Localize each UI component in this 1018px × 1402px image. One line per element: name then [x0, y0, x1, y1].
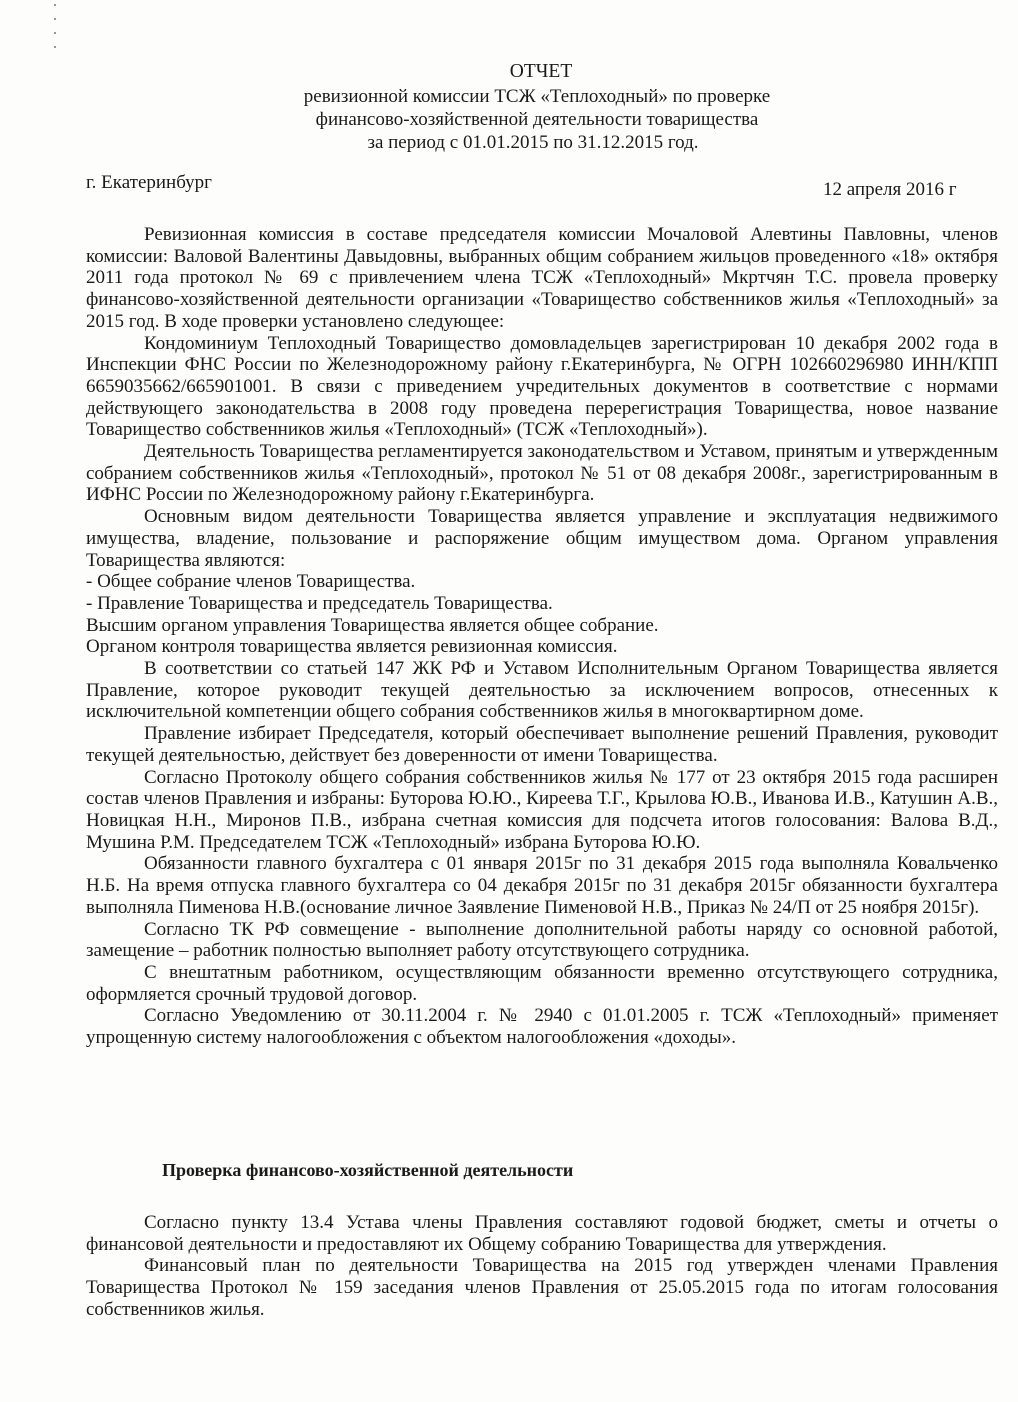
- paragraph: Ревизионная комиссия в составе председателя комиссии Мочаловой Алевтины Павловны, членов комиссии: Валовой Валентины Давыдовны, выбранных общим собранием жильцов проведенного «18» октября 2011 года протокол № 69 с привлечением члена ТСЖ «Теплоходный» Мкртчян Т.С. провела проверку финансово-хозяйственной деятельности организации «Товарищество собственников жилья «Теплоходный» за 2015 год. В ходе проверки установлено следующее:: [86, 224, 998, 332]
- scan-marks: [54, 4, 58, 64]
- paragraph: Основным видом деятельности Товарищества является управление и эксплуатация недвижимого имущества, владение, пользование и распоряжение общим имуществом дома. Органом управления Товарищества являются:: [86, 506, 998, 571]
- paragraph: Согласно Протоколу общего собрания собственников жилья № 177 от 23 октября 2015 года расширен состав членов Правления и избраны: Буторова Ю.Ю., Киреева Т.Г., Крылова Ю.В., Иванова И.В., Катушин А.В., Новицкая Н.Н., Миронов П.В., избрана счетная комиссия для подсчета итогов голосования: Валова В.Д., Мушина Р.М. Председателем ТСЖ «Теплоходный» избрана Буторова Ю.Ю.: [86, 766, 998, 853]
- paragraph: Правление избирает Председателя, который обеспечивает выполнение решений Правления, руководит текущей деятельностью, действует без доверенности от имени Товарищества.: [86, 723, 998, 766]
- report-title: ОТЧЕТ: [509, 61, 573, 82]
- paragraph: В соответствии со статьей 147 ЖК РФ и Уставом Исполнительным Органом Товарищества является Правление, которое руководит текущей деятельностью за исключением вопросов, отнесенных к исключительной компетенции общего собрания собственников жилья в многоквартирном доме.: [86, 658, 998, 723]
- paragraph: Высшим органом управления Товарищества является общее собрание.: [86, 614, 659, 636]
- section-body: [86, 1212, 998, 1321]
- report-period: за период с 01.01.2015 по 31.12.2015 год.: [367, 132, 699, 153]
- paragraph: Согласно ТК РФ совмещение - выполнение дополнительной работы наряду со основной работой, замещение – работник полностью выполняет работу отсутствующего сотрудника.: [86, 918, 998, 962]
- paragraph: Кондоминиум Теплоходный Товарищество домовладельцев зарегистрирован 10 декабря 2002 года в Инспекции ФНС России по Железнодорожному району г.Екатеринбурга, № ОГРН 102660296980 ИНН/КПП 6659035662/665901001. В связи с приведением учредительных документов в соответствие с нормами действующего законодательства в 2008 году проведена перерегистрация Товарищества, новое название Товарищество собственников жилья «Теплоходный» (ТСЖ «Теплоходный»).: [86, 332, 998, 441]
- report-subtitle-line-2: финансово-хозяйственной деятельности товарищества: [315, 109, 759, 130]
- report-date: 12 апреля 2016 г: [823, 179, 957, 200]
- section-heading: Проверка финансово-хозяйственной деятельности: [162, 1160, 574, 1180]
- report-subtitle-line-1: ревизионной комиссии ТСЖ «Теплоходный» по проверке: [303, 86, 771, 107]
- report-body: [86, 224, 998, 1049]
- paragraph: Деятельность Товарищества регламентируется законодательством и Уставом, принятым и утвержденным собранием собственников жилья «Теплоходный», протокол № 51 от 08 декабря 2008г., зарегистрированным в ИФНС России по Железнодорожному району г.Екатеринбурга.: [86, 441, 998, 506]
- paragraph: Органом контроля товарищества является ревизионная комиссия.: [86, 636, 618, 658]
- list-item: - Общее собрание членов Товарищества.: [86, 571, 416, 593]
- paragraph: Согласно пункту 13.4 Устава члены Правления составляют годовой бюджет, сметы и отчеты о финансовой деятельности и предоставляют их Общему собранию Товарищества для утверждения.: [86, 1212, 998, 1255]
- paragraph: Согласно Уведомлению от 30.11.2004 г. № 2940 с 01.01.2005 г. ТСЖ «Теплоходный» применяет упрощенную систему налогообложения с объектом налогообложения «доходы».: [86, 1005, 998, 1049]
- paragraph: С внештатным работником, осуществляющим обязанности временно отсутствующего сотрудника, оформляется срочный трудовой договор.: [86, 961, 998, 1005]
- list-item: - Правление Товарищества и председатель Товарищества.: [86, 592, 553, 614]
- paragraph: Обязанности главного бухгалтера с 01 января 2015г по 31 декабря 2015 года выполняла Ковальченко Н.Б. На время отпуска главного бухгалтера со 04 декабря 2015г по 31 декабря 2015г обязанности бухгалтера выполняла Пименова Н.В.(основание личное Заявление Пименовой Н.В., Приказ № 24/П от 25 ноября 2015г).: [86, 853, 998, 918]
- city: г. Екатеринбург: [86, 172, 212, 193]
- paragraph: Финансовый план по деятельности Товарищества на 2015 год утвержден членами Правления Товарищества Протокол № 159 заседания членов Правления от 25.05.2015 года по итогам голосования собственников жилья.: [86, 1255, 998, 1320]
